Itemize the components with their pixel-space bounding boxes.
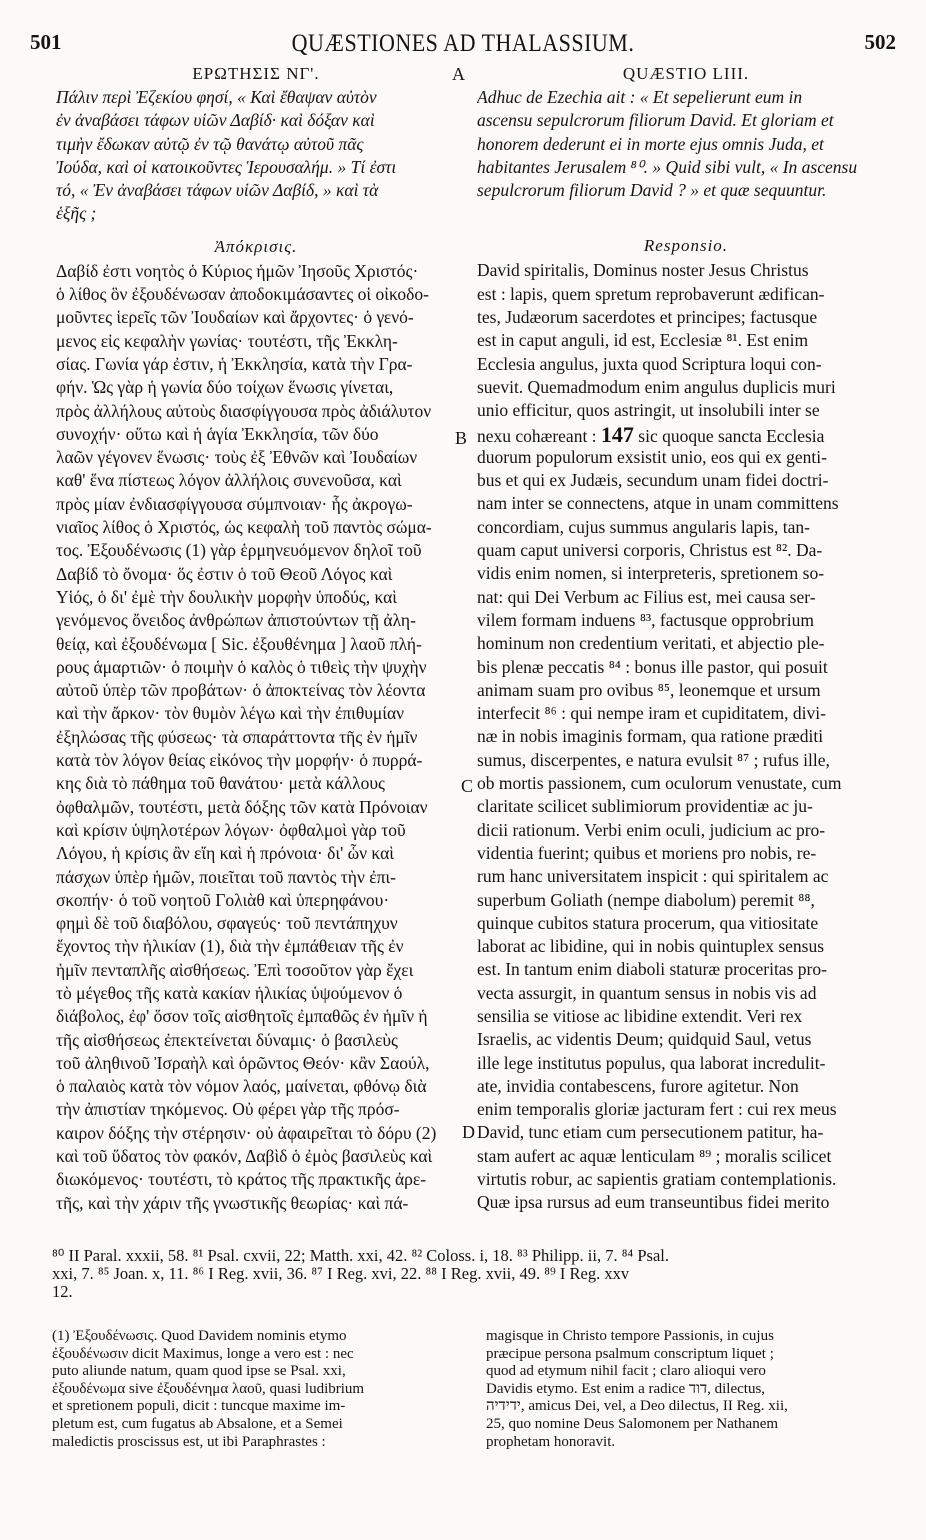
- greek-question-line: τό, « Ἐν ἀναβάσει τάφων υἱῶν Δαβίδ, » καὶ τὰ: [56, 180, 379, 201]
- greek-question-line: τιμὴν ἔδωκαν αὐτῷ ἐν τῷ θανάτῳ αὐτοῦ πᾶς: [56, 133, 364, 154]
- greek-body-line: ὁ παλαιὸς κατὰ τὸν νόμον λαός, μαίνεται, φθόνῳ διὰ: [56, 1076, 427, 1097]
- marker-c: C: [461, 776, 474, 796]
- latin-body-line: bis plenæ peccatis ⁸⁴ : bonus ille pastor, qui posuit: [477, 656, 828, 677]
- latin-body-line: bus et qui ex Judæis, secundum unam fidei doctri-: [477, 470, 829, 491]
- greek-body-line: διάβολος, ἐφ' ὅσον τοῖς αἰσθητοῖς ἐμπαθῶς ἐν ἡμῖν ἡ: [56, 1006, 428, 1027]
- latin-question-title: QUÆSTIO LIII.: [622, 64, 750, 83]
- greek-body-line: ἔχοντος τὴν ἡλικίαν (1), διὰ τὴν ἐμπάθειαν τῆς ἐν: [56, 936, 404, 957]
- greek-question-line: Ἰούδα, καὶ οἱ κατοικοῦντες Ἱερουσαλήμ. » Τί ἐστι: [56, 156, 397, 177]
- greek-body-line: μενος εἰς κεφαλὴν γωνίας· τουτέστι, τῆς Ἐκκλη-: [56, 330, 398, 351]
- greek-body-line: νιαῖος λίθος ὁ Χριστός, ὡς κεφαλὴ τοῦ παντὸς σώμα-: [56, 517, 432, 538]
- note-right: [486, 1328, 894, 1451]
- greek-body-line: τὸ μέγεθος τῆς κατὰ κακίαν ἡλικίας ὑψούμενον ὁ: [56, 982, 403, 1003]
- note-line: ἐξουδένωμα sive ἐξουδένημα λαοῦ, quasi ludibrium: [52, 1380, 365, 1397]
- latin-body-line: dicii rationum. Verbi enim oculi, judicium ac pro-: [477, 819, 826, 840]
- greek-question-title: ΕΡΩΤΗΣΙΣ ΝΓ'.: [192, 64, 320, 83]
- note-line: quod ad etymum nihil facit ; claro alioqui vero: [486, 1363, 766, 1380]
- latin-response-title: Responsio.: [643, 236, 729, 256]
- greek-body-line: κης διὰ τὸ πάθημα τοῦ θανάτου· μετὰ κάλλους: [56, 773, 385, 794]
- right-page-number: 502: [864, 30, 896, 54]
- greek-body-line: φημὶ δὲ τοῦ διαβόλου, σφαγεύς· τοῦ πεντάπηχυν: [56, 913, 398, 934]
- latin-body-line: hominum non credentium veritati, et abjectio ple-: [477, 633, 825, 654]
- latin-body-line: nexu cohæreant : 147 sic quoque sancta Ecclesia: [477, 422, 825, 446]
- latin-question-line: honorem dederunt ei in morte ejus omnis Juda, et: [477, 133, 824, 154]
- latin-body-line: Quæ ipsa rursus ad eum transeuntibus fidei merito: [477, 1192, 830, 1213]
- latin-body-line: ate, invidia contabescens, furore agitetur. Non: [477, 1075, 799, 1096]
- greek-body-line: πρὸς ἀλλήλους αὐτοὺς διασφίγγουσα πρὸς ἀδιάλυτον: [56, 400, 432, 421]
- latin-question-line: sepulcrorum filiorum David ? » et quæ sequuntur.: [477, 180, 827, 201]
- marker-d: D: [462, 1122, 475, 1142]
- latin-question-line: habitantes Jerusalem ⁸⁰. » Quid sibi vult, « In ascensu: [477, 156, 858, 177]
- greek-body-line: λαῶν γέγονεν ἕνωσις· τοὺς ἐξ Ἐθνῶν καὶ Ἰουδαίων: [56, 447, 418, 468]
- latin-body-line: ille lege institutus populus, qua laborat incredulit-: [477, 1052, 826, 1073]
- latin-body-line: videntia fuerint; quibus et moriens pro nobis, re-: [477, 842, 817, 863]
- note-line: (1) Ἐξουδένωσις. Quod Davidem nominis etymo: [52, 1328, 347, 1344]
- greek-body-line: σκοπήν· ὁ τοῦ νοητοῦ Γολιὰθ καὶ ὑπερηφάνου·: [56, 889, 390, 910]
- note-line: puto aliunde natum, quam quod ipse se Psal. xxi,: [52, 1363, 346, 1380]
- latin-body-line: sensilia se vitiose ac libidine extendit. Veri rex: [477, 1005, 803, 1026]
- column-number: 147: [600, 422, 634, 446]
- greek-body-line: αὐτοῦ ὑπὲρ τῶν προβάτων· ὁ ἀποκτείνας τὸν λέοντα: [56, 680, 426, 701]
- latin-body-line: quam caput universi corporis, Christus est ⁸². Da-: [477, 540, 823, 561]
- latin-body-line: unio efficitur, quos astringit, ut insolubili inter se: [477, 400, 820, 421]
- greek-body-line: φήν. Ὡς γὰρ ἡ γωνία δύο τοίχων ἕνωσις γίνεται,: [56, 377, 394, 398]
- greek-body-line: ἡμῖν πενταπλῆς αἰσθήσεως. Ἐπὶ τοσοῦτον γὰρ ἔχει: [56, 959, 414, 980]
- latin-body-line: vecta assurgit, in quantum sensus in nobis vis ad: [477, 982, 817, 1003]
- latin-body-line: est. In tantum enim diaboli staturæ proceritas pro-: [477, 959, 827, 980]
- greek-body-line: Δαβίδ ἐστι νοητὸς ὁ Κύριος ἡμῶν Ἰησοῦς Χριστός·: [56, 260, 419, 281]
- marker-a: A: [452, 64, 465, 84]
- greek-body-line: πρὸς μίαν ἐνδιασφίγγουσα σύμπνοιαν· ἧς ἀκρογω-: [56, 493, 413, 514]
- greek-body-line: καθ' ἕνα πίστεως λόγον ἀλλήλοις συνενοῦσα, καὶ: [56, 470, 402, 491]
- greek-question-line: Πάλιν περὶ Ἐζεκίου φησί, « Καὶ ἔθαψαν αὐτὸν: [56, 87, 377, 107]
- greek-body-line: Υἱός, ὁ δι' ἐμὲ τὴν δουλικὴν μορφὴν ὑποδύς, καὶ: [56, 586, 397, 607]
- greek-body-line: ἐξηλώσας τῆς φύσεως· τὰ σπαράττοντα τῆς ἐν ἡμῖν: [56, 726, 418, 747]
- latin-body-line: sumus, discerpentes, e natura evulsit ⁸⁷ ; rufus ille,: [477, 749, 830, 770]
- note-line: pletum est, cum fugatus ab Absalone, et a Semei: [52, 1415, 343, 1432]
- latin-body-line: stam aufert ac aquæ lenticulam ⁸⁹ ; moralis scilicet: [477, 1145, 832, 1166]
- greek-question-line: ἑξῆς ;: [56, 203, 97, 224]
- latin-body-line: ob mortis passionem, cum oculorum venustate, cum: [477, 773, 842, 794]
- latin-body-line: næ in nobis imaginis formam, qua ratione præditi: [477, 726, 824, 747]
- marker-b: B: [455, 428, 468, 448]
- greek-body-line: συνοχήν· οὕτω καὶ ἡ ἁγία Ἐκκλησία, τῶν δύο: [56, 423, 379, 444]
- latin-body-line: David spiritalis, Dominus noster Jesus Christus: [477, 260, 809, 281]
- greek-body-line: Λόγου, ἡ κρίσις ἂν εἴη καὶ ἡ πρόνοια· δι' ὧν καὶ: [56, 843, 394, 864]
- footnotes: [52, 1247, 902, 1301]
- latin-body-line: interfecit ⁸⁶ : qui nempe iram et cupiditatem, divi-: [477, 703, 826, 724]
- greek-body-line: Δαβίδ τὸ ὄνομα· ὅς ἐστιν ὁ τοῦ Θεοῦ Λόγος καὶ: [56, 563, 393, 584]
- greek-body-line: τοῦ ἀληθινοῦ Ἰσραὴλ καὶ ὁρῶντος Θεόν· κἂν Σαούλ,: [56, 1052, 430, 1073]
- greek-body-line: διωκόμενος· τουτέστι, τὸ κράτος τῆς πρακτικῆς ἀρε-: [56, 1169, 427, 1190]
- latin-body: [477, 259, 895, 1214]
- left-page-number: 501: [30, 30, 62, 54]
- greek-body-line: τῆς αἰσθήσεως ἐπεκτείνεται δύναμις· ὁ βασιλεὺς: [56, 1029, 398, 1050]
- note-line: ידידיה, amicus Dei, vel, a Deo dilectus, II Reg. xii,: [486, 1398, 788, 1415]
- latin-body-line: duorum populorum exsistit unio, eos qui ex genti-: [477, 446, 827, 467]
- latin-body-line: suevit. Quemadmodum enim angulus duplicis muri: [477, 376, 836, 397]
- note-line: ἐξουδένωσιν dicit Maximus, longe a vero est : nec: [52, 1345, 354, 1362]
- greek-body-line: ὀφθαλμῶν, τουτέστι, μετὰ δόξης τῶν κατὰ Πρόνοιαν: [56, 796, 428, 817]
- greek-body-line: σίας. Γωνία γάρ ἐστιν, ἡ Ἐκκλησία, κατὰ τὴν Γρα-: [56, 353, 413, 374]
- latin-body-line: laborat ac libidine, qui in nobis quintuplex sensus: [477, 936, 825, 957]
- latin-question: [477, 86, 895, 202]
- greek-column: [56, 62, 456, 1215]
- greek-body-line: κατὰ τὸν λόγον θείας εἰκόνος τὴν μορφήν· ὁ πυρρά-: [56, 750, 423, 771]
- latin-body-line: nam inter se connectens, atque in unam committens: [477, 493, 839, 514]
- latin-body-line: vilem formam induens ⁸³, factusque opprobrium: [477, 609, 814, 630]
- note-left: [52, 1328, 472, 1451]
- latin-body-line: vidis enim nomen, si interpreteris, spretionem so-: [477, 563, 825, 584]
- note-line: maledictis proscissus est, ut ibi Paraphrastes :: [52, 1433, 326, 1450]
- latin-body-line: virtutis robur, ac sapientis gratiam contemplationis.: [477, 1169, 837, 1190]
- greek-body-line: καιρον δόξης τὴν στέρησιν· οὐ ἀφαιρεῖται τὸ δόρυ (2): [56, 1122, 437, 1143]
- greek-body-line: πάσχων ὑπὲρ ἡμῶν, ποιεῖται τοῦ παντὸς τὴν ἐπι-: [56, 866, 396, 887]
- greek-body-line: καὶ κρίσιν ὑψηλοτέρων λόγων· ὀφθαλμοὶ γὰρ τοῦ: [56, 819, 406, 840]
- latin-body-line: enim temporalis gloriæ jacturam fert : cui rex meus: [477, 1099, 837, 1120]
- greek-body: [56, 260, 456, 1215]
- running-title: QUÆSTIONES AD THALASSIUM.: [291, 28, 635, 57]
- greek-question-line: ἐν ἀναβάσει τάφων υἱῶν Δαβίδ· καὶ δόξαν καὶ: [56, 110, 375, 131]
- footnote-line: xxi, 7. ⁸⁵ Joan. x, 11. ⁸⁶ I Reg. xvii, 36. ⁸⁷ I Reg. xvi, 22. ⁸⁸ I Reg. xvii, 49. ⁸⁹ I Reg. xxv: [52, 1265, 630, 1283]
- latin-body-line: superbum Goliath (nempe diabolum) peremit ⁸⁸,: [477, 889, 815, 910]
- greek-question: [56, 86, 456, 226]
- latin-body-line: Ecclesia angulus, juxta quod Scriptura loqui con-: [477, 353, 822, 374]
- footnote-line: ⁸⁰ II Paral. xxxii, 58. ⁸¹ Psal. cxvii, 22; Matth. xxi, 42. ⁸² Coloss. i, 18. ⁸³ Philipp. ii, 7. ⁸⁴ Psal.: [52, 1247, 669, 1265]
- latin-body-line: rum hanc universitatem inspicit : qui spiritalem ac: [477, 866, 829, 887]
- latin-body-line: David, tunc etiam cum persecutionem patitur, ha-: [477, 1122, 824, 1143]
- footnote-line: 12.: [52, 1283, 73, 1301]
- running-header: [30, 30, 896, 56]
- latin-body-line: animam suam pro ovibus ⁸⁵, leonemque et ursum: [477, 679, 821, 700]
- note-line: 25, quo nomine Deus Salomonem per Nathanem: [486, 1415, 779, 1432]
- greek-body-line: θείᾳ, καὶ ἐξουδένωμα [ Sic. ἐξουθένημα ] λαοῦ πλή-: [56, 633, 422, 654]
- greek-body-line: καὶ τοῦ ὕδατος τὸν φακόν, Δαβὶδ ὁ ἐμὸς βασιλεὺς καὶ: [56, 1146, 433, 1167]
- note-line: magisque in Christo tempore Passionis, in cujus: [486, 1328, 774, 1344]
- greek-response-title: Ἀπόκρισις.: [214, 236, 298, 256]
- latin-body-line: nat: qui Dei Verbum ac Filius est, mei causa ser-: [477, 586, 816, 607]
- greek-body-line: καὶ τὴν ἄρκον· τὸν θυμὸν λέγω καὶ τὴν ἐπιθυμίαν: [56, 703, 405, 724]
- greek-body-line: ὁ λίθος ὃν ἐξουδένωσαν ἀποδοκιμάσαντες οἱ οἰκοδο-: [56, 284, 429, 305]
- latin-body-line: claritate scilicet sublimiorum providentiæ ac ju-: [477, 796, 813, 817]
- greek-body-line: τος. Ἐξουδένωσις (1) γὰρ ἑρμηνευόμενον δηλοῖ τοῦ: [56, 540, 422, 561]
- greek-body-line: ρους ἁμαρτιῶν· ὁ ποιμὴν ὁ καλὸς ὁ τιθεὶς τὴν ψυχὴν: [56, 656, 427, 677]
- latin-body-line: est : lapis, quem spretum reprobaverunt ædifican-: [477, 283, 825, 304]
- greek-body-line: τῆς, καὶ τὴν χάριν τῆς γνωστικῆς θεωρίας· καὶ πά-: [56, 1192, 409, 1213]
- latin-body-line: concordiam, cujus summus angularis lapis, tan-: [477, 516, 810, 537]
- latin-body-line: quinque cubitos statura procerum, qua vitiositate: [477, 912, 819, 933]
- latin-body-line: est in caput anguli, id est, Ecclesiæ ⁸¹. Est enim: [477, 330, 809, 351]
- note-line: Davidis etymo. Est enim a radice דוד, dilectus,: [486, 1380, 766, 1397]
- greek-body-line: τὴν ἀπιστίαν τηκόμενος. Οὐ φέρει γὰρ τῆς πρόσ-: [56, 1099, 400, 1120]
- note-line: et spretionem populi, dicit : tuncque maxime im-: [52, 1398, 346, 1415]
- note-line: præcipue persona psalmum conscriptum liquet ;: [486, 1345, 774, 1362]
- latin-body-line: Israelis, ac videntis Deum; quidquid Saul, vetus: [477, 1029, 812, 1050]
- greek-body-line: μοῦντες ἱερεῖς τῶν Ἰουδαίων καὶ ἄρχοντες· ὁ γενό-: [56, 307, 414, 328]
- latin-question-line: Adhuc de Ezechia ait : « Et sepelierunt eum in: [477, 87, 803, 107]
- note-line: prophetam honoravit.: [486, 1433, 616, 1450]
- latin-body-line: tes, Judæorum sacerdotes et principes; factusque: [477, 307, 818, 328]
- latin-column: [477, 62, 895, 1215]
- latin-question-line: ascensu sepulcrorum filiorum David. Et gloriam et: [477, 110, 834, 131]
- greek-body-line: γενόμενος ὄνειδος ἀνθρώπων ἀπιστούντων τῇ ἀλη-: [56, 610, 416, 631]
